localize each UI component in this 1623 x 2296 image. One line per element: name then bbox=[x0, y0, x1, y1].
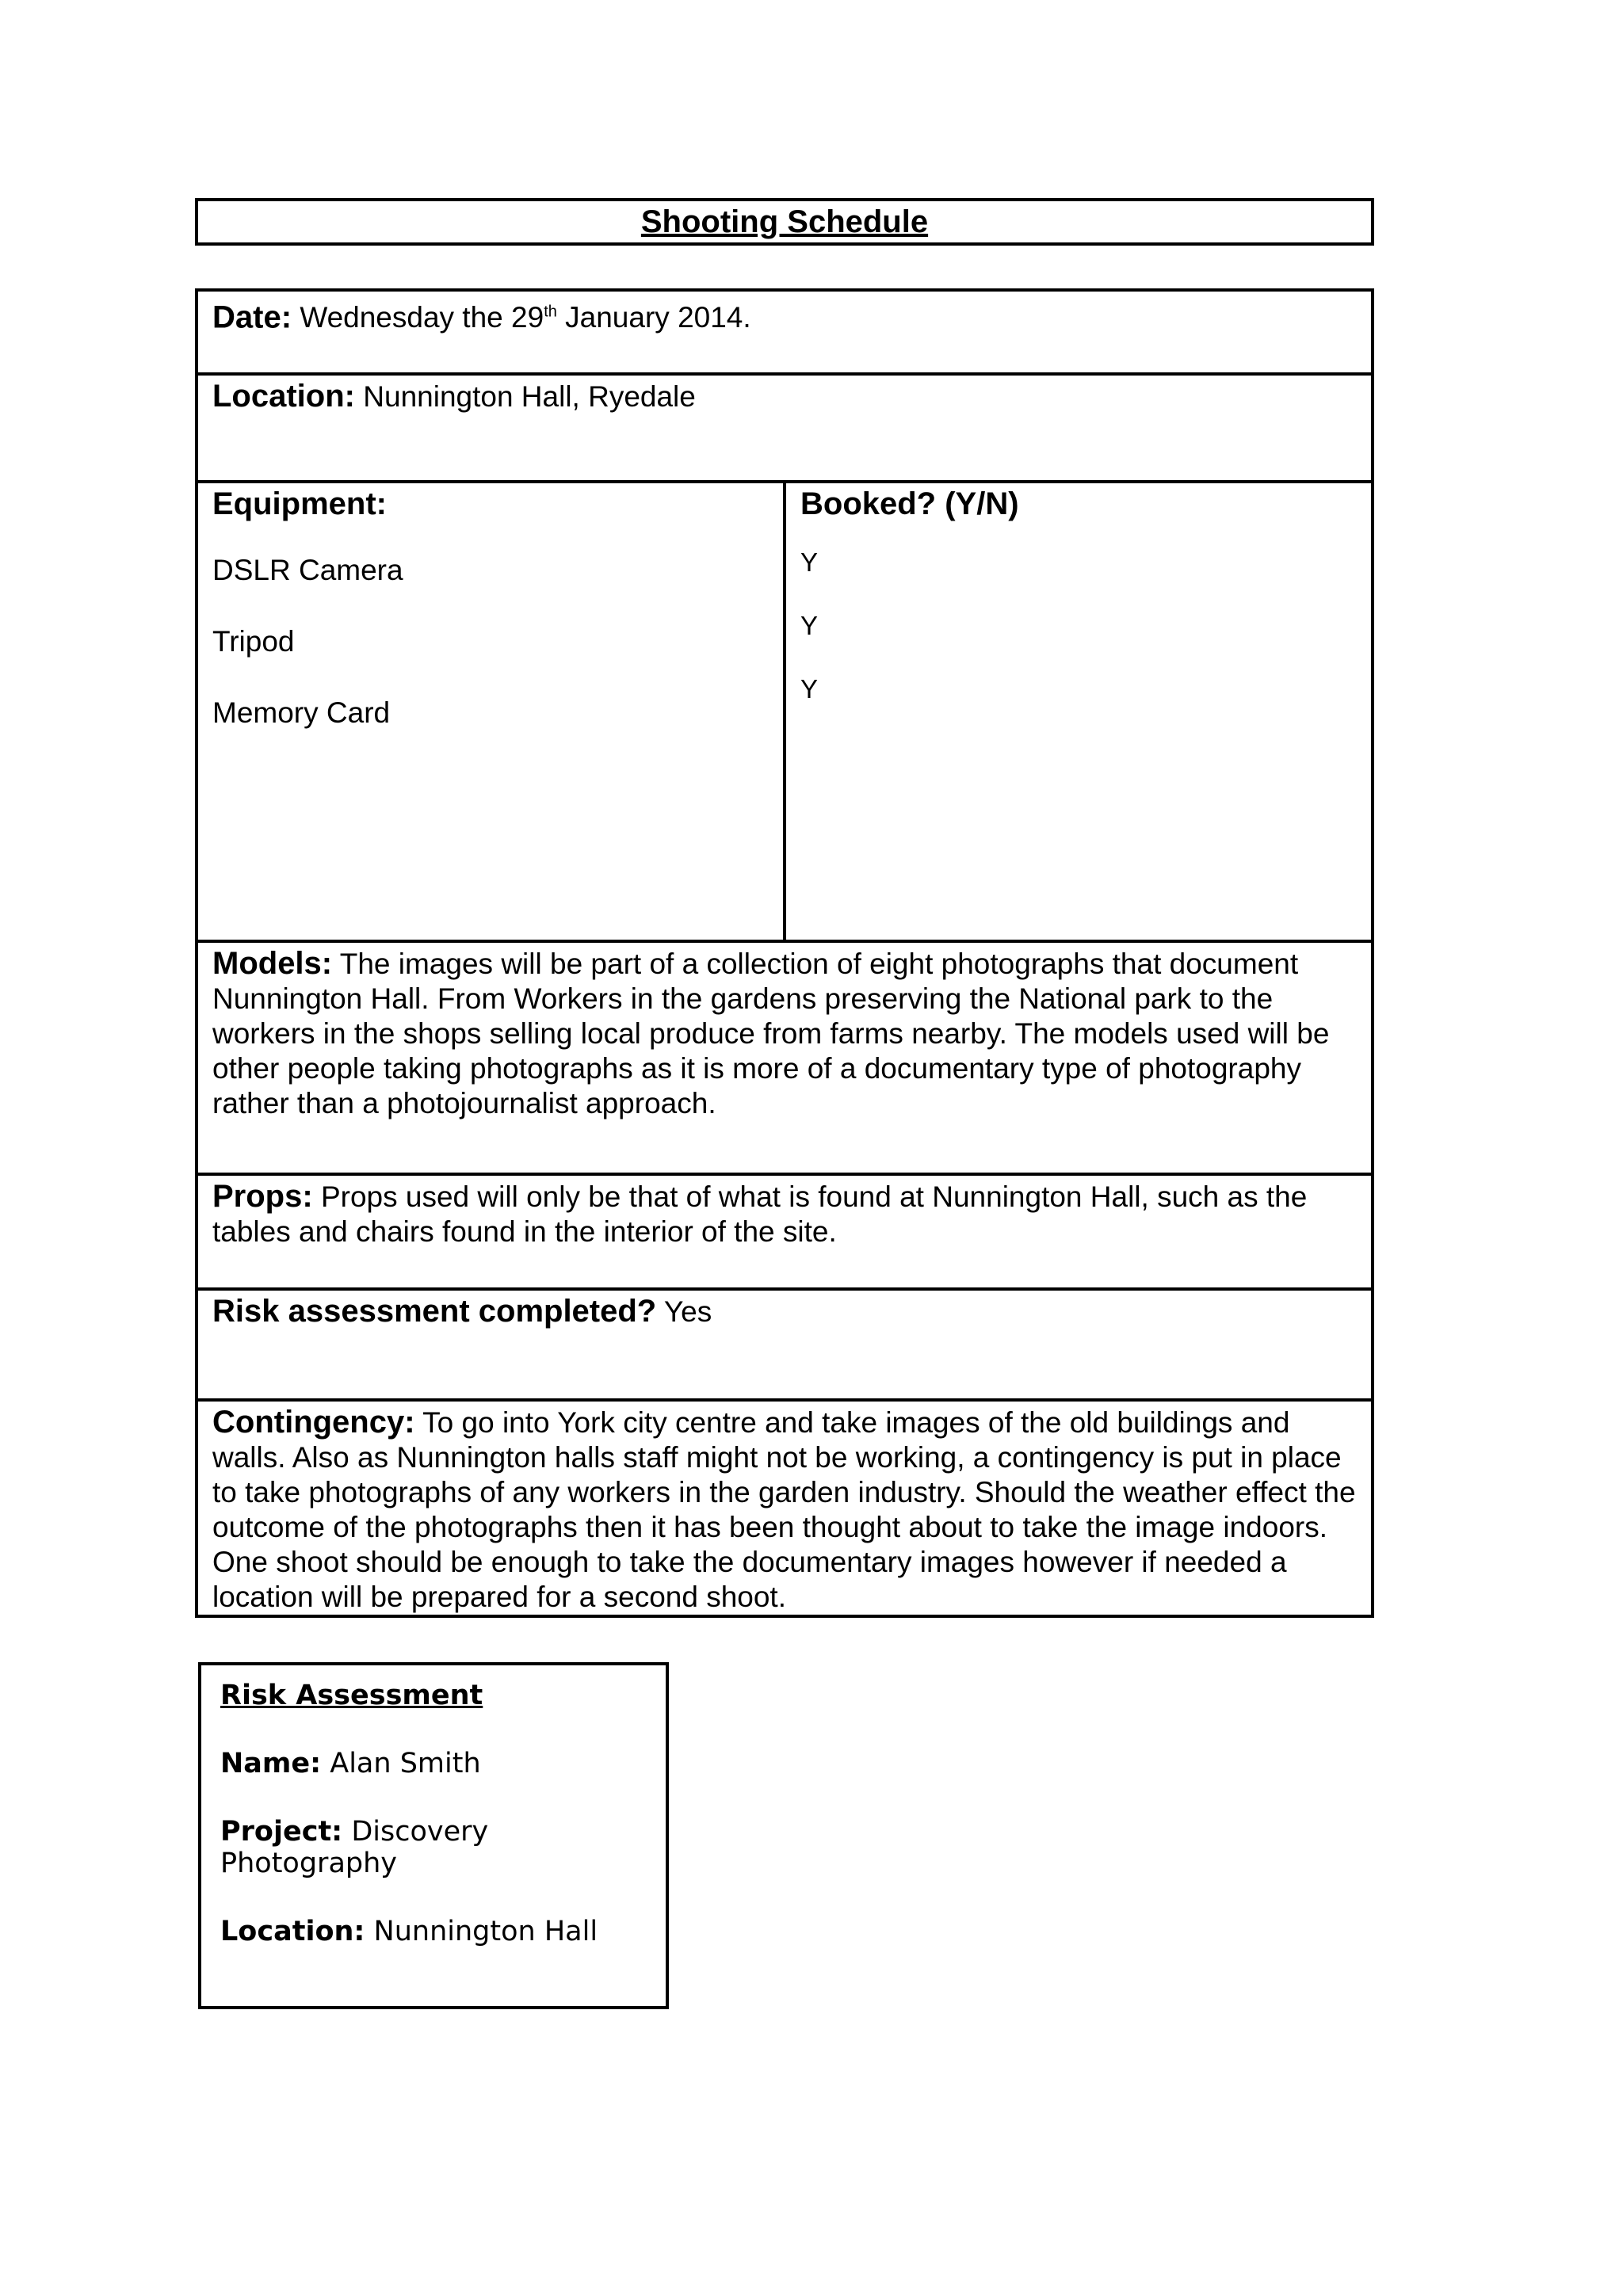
risk-cell bbox=[197, 1289, 1373, 1400]
location-cell bbox=[197, 374, 1373, 482]
risk-name-line bbox=[220, 1748, 647, 1779]
equipment-row bbox=[197, 482, 1373, 941]
page-title: Shooting Schedule bbox=[640, 204, 929, 239]
risk-project-line bbox=[220, 1816, 647, 1879]
booked-header: Booked? (Y/N) bbox=[800, 486, 1019, 521]
risk-assessment-title: Risk Assessment bbox=[220, 1680, 483, 1711]
equipment-item: Tripod bbox=[212, 625, 295, 658]
risk-row bbox=[197, 1289, 1373, 1400]
date-label: Date: bbox=[212, 299, 292, 335]
date-value bbox=[300, 301, 750, 334]
location-row bbox=[197, 374, 1373, 482]
models-label: Models: bbox=[212, 946, 333, 981]
props-text: Props used will only be that of what is found at Nunnington Hall, such as the tables and chairs found in the interior of the site. bbox=[212, 1180, 1308, 1248]
risk-name-value: Alan Smith bbox=[330, 1748, 481, 1779]
date-cell bbox=[197, 290, 1373, 374]
risk-label: Risk assessment completed? bbox=[212, 1294, 657, 1329]
booked-item: Y bbox=[800, 611, 819, 640]
date-value-day: Wednesday the 29 bbox=[300, 301, 544, 334]
models-cell bbox=[197, 941, 1373, 1174]
models-row bbox=[197, 941, 1373, 1174]
equipment-header: Equipment: bbox=[212, 486, 387, 521]
props-label: Props: bbox=[212, 1179, 313, 1214]
risk-location-value: Nunnington Hall bbox=[373, 1916, 598, 1947]
contingency-label: Contingency: bbox=[212, 1405, 415, 1440]
risk-location-label: Location: bbox=[220, 1916, 365, 1947]
booked-item: Y bbox=[800, 674, 819, 704]
booked-cell bbox=[785, 482, 1373, 941]
location-value: Nunnington Hall, Ryedale bbox=[363, 380, 696, 413]
risk-project-label: Project: bbox=[220, 1816, 343, 1848]
shooting-schedule-table bbox=[195, 288, 1374, 1618]
risk-name-label: Name: bbox=[220, 1748, 322, 1779]
risk-value: Yes bbox=[663, 1295, 712, 1328]
risk-project-value: Discovery Photography bbox=[220, 1816, 489, 1879]
contingency-cell bbox=[197, 1400, 1373, 1616]
risk-location-line bbox=[220, 1916, 647, 1947]
equipment-item: Memory Card bbox=[212, 696, 391, 729]
title-box bbox=[195, 198, 1374, 246]
risk-assessment-box bbox=[198, 1662, 669, 2009]
contingency-text: To go into York city centre and take images of the old buildings and walls. Also as Nunnington halls staff might not be working, a contingency is put in place to take photographs of any workers in the garden industry. Should the weather effect the outcome of the photographs then it has been thought about to take the image indoors. One shoot should be enough to take the documentary images however if needed a location will be prepared for a second shoot. bbox=[212, 1406, 1356, 1613]
booked-item: Y bbox=[800, 547, 819, 577]
date-value-rest: January 2014. bbox=[556, 301, 751, 334]
location-label: Location: bbox=[212, 379, 355, 414]
equipment-item: DSLR Camera bbox=[212, 554, 403, 586]
props-cell bbox=[197, 1174, 1373, 1289]
models-text: The images will be part of a collection of eight photographs that document Nunnington Hall. From Workers in the gardens preserving the National park to the workers in the shops selling local produce from farms nearby. The models used will be other people taking photographs as it is more of a documentary type of photography rather than a photojournalist approach. bbox=[212, 948, 1330, 1119]
date-value-sup: th bbox=[544, 303, 557, 321]
props-row bbox=[197, 1174, 1373, 1289]
date-row bbox=[197, 290, 1373, 374]
contingency-row bbox=[197, 1400, 1373, 1616]
equipment-cell bbox=[197, 482, 785, 941]
